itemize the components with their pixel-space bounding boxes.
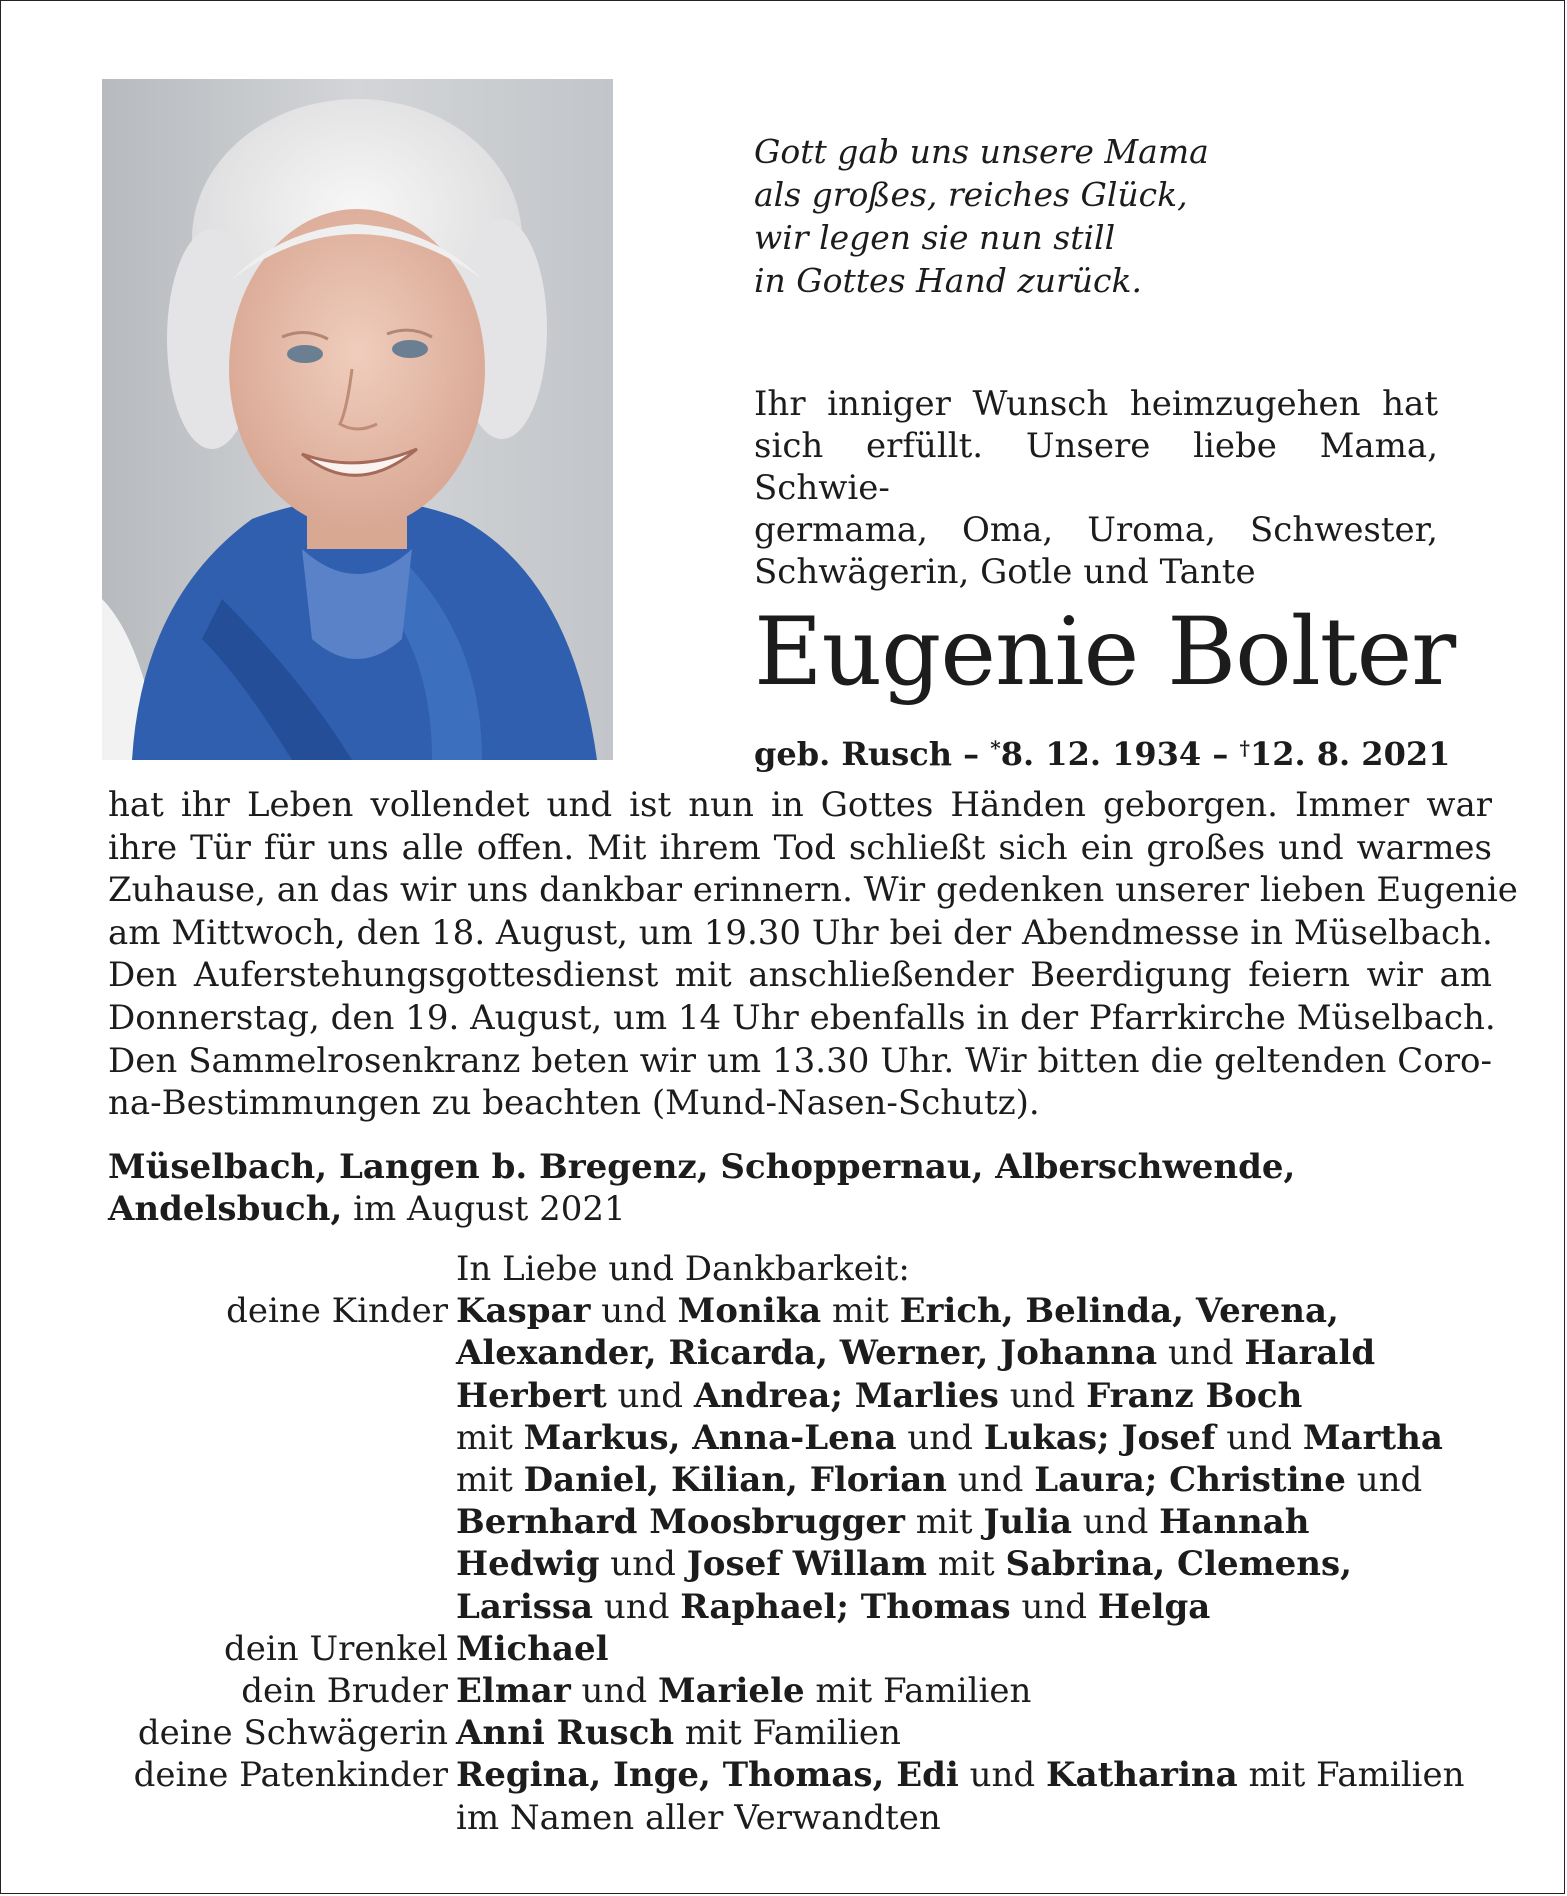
signature-row [108, 1459, 1508, 1501]
relative-name: Daniel, Kilian, Florian [523, 1460, 947, 1501]
signature-row [108, 1290, 1508, 1332]
relative-names [456, 1332, 1508, 1374]
intro-line: sich erfüllt. Unsere liebe Mama, Schwie- [754, 426, 1438, 508]
relation-label: dein Urenkel [224, 1628, 448, 1669]
poem-line: Gott gab uns unsere Mama [754, 132, 1209, 171]
places-line: Müselbach, Langen b. Bregenz, Schoppernau, Alberschwende, [108, 1147, 1296, 1187]
relative-name: Larissa [456, 1586, 594, 1627]
relative-name: Markus, Anna-Lena [523, 1417, 897, 1458]
relative-name: Julia [983, 1502, 1072, 1543]
relative-name: Andrea; Marlies [693, 1375, 999, 1416]
birth-symbol: * [990, 736, 1001, 760]
connector-text: und [593, 1586, 681, 1627]
relative-name: Katharina [1046, 1755, 1238, 1796]
relation-label [108, 1501, 456, 1543]
signature-row [108, 1417, 1508, 1459]
connector-text: und [958, 1755, 1047, 1796]
relative-names [456, 1586, 1508, 1628]
relative-name: Raphael; Thomas [680, 1586, 1011, 1627]
relative-names [456, 1754, 1508, 1796]
relation-label [108, 1586, 456, 1628]
life-dates [754, 728, 1474, 774]
relation-label: deine Patenkinder [133, 1755, 448, 1796]
signature-row [108, 1628, 1508, 1670]
relative-name: Erich, Belinda, Verena, [899, 1291, 1339, 1332]
relation-label [108, 1332, 456, 1374]
connector-text: mit Familien [1237, 1755, 1465, 1796]
body-line: Donnerstag, den 19. August, um 14 Uhr ebenfalls in der Pfarrkirche Müselbach. [108, 997, 1496, 1038]
relative-names [456, 1501, 1508, 1543]
body-line: ihre Tür für uns alle offen. Mit ihrem Tod schließt sich ein großes und warmes [108, 827, 1492, 868]
intro-line: germama, Oma, Uroma, Schwester, [754, 510, 1438, 550]
relative-name: Harald [1244, 1333, 1376, 1374]
body-line: Den Sammelrosenkranz beten wir um 13.30 Uhr. Wir bitten die geltenden Coro- [108, 1040, 1492, 1081]
birth-date: 8. 12. 1934 [1000, 735, 1202, 773]
month-year: im August 2021 [342, 1189, 626, 1229]
signature-row [108, 1375, 1508, 1417]
connector-text: und [896, 1417, 984, 1458]
relative-name: Elmar [456, 1671, 571, 1712]
signature-heading-row [108, 1248, 1508, 1290]
poem [754, 130, 1454, 302]
connector-text: und [947, 1460, 1035, 1501]
relative-name: Bernhard Moosbrugger [456, 1502, 905, 1543]
relation-label [108, 1375, 456, 1417]
intro-line: Ihr inniger Wunsch heimzugehen hat [754, 384, 1438, 424]
relative-name: Mariele [657, 1671, 805, 1712]
relation-label: deine Kinder [226, 1291, 448, 1332]
relative-name: Michael [456, 1628, 609, 1669]
body-line: Den Auferstehungsgottesdienst mit anschließender Beerdigung feiern wir am [108, 955, 1492, 996]
signature-row [108, 1586, 1508, 1628]
connector-text: und [599, 1544, 687, 1585]
relative-name: Helga [1097, 1586, 1211, 1627]
relation-label: dein Bruder [241, 1671, 448, 1712]
relative-names [456, 1290, 1508, 1332]
relative-name: Josef Willam [686, 1544, 928, 1585]
signature-row [108, 1754, 1508, 1796]
places-bold: Andelsbuch, [108, 1189, 343, 1229]
relative-name: Regina, Inge, Thomas, Edi [456, 1755, 959, 1796]
connector-text: mit [927, 1544, 1006, 1585]
body-line: hat ihr Leben vollendet und ist nun in Gottes Händen geborgen. Immer war [108, 785, 1492, 825]
intro-text [754, 383, 1438, 593]
relative-name: Martha [1302, 1417, 1443, 1458]
connector-text: mit [821, 1291, 900, 1332]
signature-row [108, 1797, 1508, 1839]
relative-name: Alexander, Ricarda, Werner, Johanna [456, 1333, 1158, 1374]
body-line: na-Bestimmungen zu beachten (Mund-Nasen-Schutz). [108, 1083, 1040, 1124]
relative-names [456, 1459, 1508, 1501]
relative-names [456, 1375, 1508, 1417]
relative-name: Lukas; Josef [983, 1417, 1216, 1458]
intro-line: Schwägerin, Gotle und Tante [754, 552, 1256, 592]
dash: – [1201, 735, 1240, 773]
connector-text: und [1071, 1502, 1160, 1543]
obituary-body [108, 784, 1518, 1125]
deceased-name: Eugenie Bolter [754, 598, 1456, 707]
relative-name: Hedwig [456, 1544, 600, 1585]
connector-text: und [590, 1291, 678, 1332]
portrait-photo [102, 79, 613, 760]
death-date: 12. 8. 2021 [1249, 735, 1451, 773]
connector-text: und [1345, 1460, 1423, 1501]
relative-name: Anni Rusch [456, 1713, 675, 1754]
signature-block [108, 1248, 1508, 1839]
signature-row [108, 1712, 1508, 1754]
connector-text: mit [456, 1460, 524, 1501]
relative-names [456, 1543, 1508, 1585]
relative-names [456, 1797, 1508, 1839]
connector-text: und [1157, 1333, 1245, 1374]
relative-name: Sabrina, Clemens, [1005, 1544, 1352, 1585]
body-line: am Mittwoch, den 18. August, um 19.30 Uhr bei der Abendmesse in Müselbach. [108, 912, 1493, 953]
relative-name: Herbert [456, 1375, 607, 1416]
relation-label [108, 1543, 456, 1585]
signature-row [108, 1332, 1508, 1374]
relation-label [108, 1417, 456, 1459]
relative-names [456, 1670, 1508, 1712]
relative-name: Laura; Christine [1034, 1460, 1346, 1501]
dash: – [952, 735, 991, 773]
relative-names [456, 1712, 1508, 1754]
connector-text: mit Familien [674, 1713, 901, 1754]
connector-text: und [1215, 1417, 1303, 1458]
places-line [108, 1188, 1492, 1230]
poem-line: in Gottes Hand zurück. [754, 261, 1142, 300]
poem-line: wir legen sie nun still [754, 218, 1116, 257]
poem-line: als großes, reiches Glück, [754, 175, 1188, 214]
places-and-date [108, 1146, 1492, 1230]
relative-names [456, 1628, 1508, 1670]
relative-name: Kaspar [456, 1291, 591, 1332]
signature-heading: In Liebe und Dankbarkeit: [456, 1249, 910, 1289]
connector-text: und [570, 1671, 658, 1712]
connector-text: und [998, 1375, 1087, 1416]
connector-text: und [1010, 1586, 1098, 1627]
connector-text: mit Familien [804, 1671, 1032, 1712]
relation-label [108, 1797, 456, 1839]
relation-label: deine Schwägerin [137, 1713, 448, 1754]
connector-text: mit [904, 1502, 984, 1543]
connector-text: mit [456, 1417, 524, 1458]
relation-label [108, 1459, 456, 1501]
death-symbol: † [1239, 736, 1250, 760]
signature-row [108, 1501, 1508, 1543]
connector-text: und [606, 1375, 694, 1416]
signature-row [108, 1543, 1508, 1585]
relative-names [456, 1417, 1508, 1459]
signature-row [108, 1670, 1508, 1712]
relative-name: Franz Boch [1086, 1375, 1303, 1416]
relative-name: Hannah [1159, 1502, 1310, 1543]
maiden-name: geb. Rusch [754, 735, 953, 773]
connector-text: im Namen aller Verwandten [456, 1797, 941, 1838]
body-line: Zuhause, an das wir uns dankbar erinnern. Wir gedenken unserer lieben Eugenie [108, 870, 1518, 911]
signature-rows [108, 1290, 1508, 1839]
relative-name: Monika [677, 1291, 822, 1332]
